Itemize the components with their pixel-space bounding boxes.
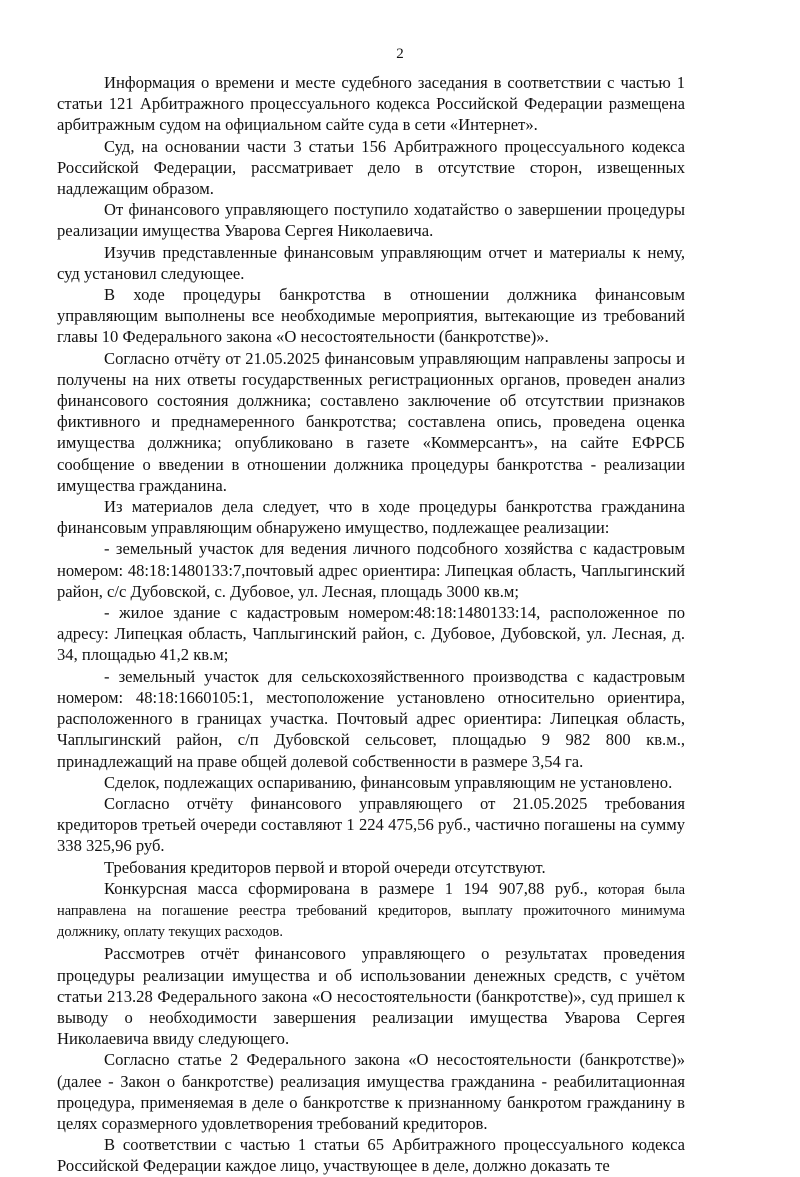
paragraph: Информация о времени и месте судебного заседания в соответствии с частью 1 статьи 121 Арбитражного процессуального кодекса Российской Федерации размещена арбитражным судом на официальном сайте суда в сети «Интернет».: [57, 73, 685, 135]
paragraph: Рассмотрев отчёт финансового управляющего о результатах проведения процедуры реализации имущества и об использовании денежных средств, с учётом статьи 213.28 Федерального закона «О несостоятельности (банкротстве)», суд пришел к выводу о необходимости завершения реализации имущества Уварова Сергея Николаевича ввиду следующего.: [57, 944, 685, 1049]
list-item: - земельный участок для сельскохозяйственного производства с кадастровым номером: 48:18:1660105:1, местоположение установлено относительно ориентира, расположенного в границах участка. Почтовый адрес ориентира: Липецкая область, Чаплыгинский район, с/п Дубовской сельсовет, площадью 9 982 800 кв.м., принадлежащий на праве общей долевой собственности в размере 3,54 га.: [57, 666, 685, 771]
paragraph: Из материалов дела следует, что в ходе процедуры банкротства гражданина финансовым управляющим обнаружено имущество, подлежащее реализации:: [57, 497, 685, 538]
list-item: - земельный участок для ведения личного подсобного хозяйства с кадастровым номером: 48:18:1480133:7,почтовый адрес ориентира: Липецкая область, Чаплыгинский район, с/с Дубовской, с. Дубовое, ул. Лесная, площадь 3000 кв.м;: [57, 539, 685, 601]
paragraph: В соответствии с частью 1 статьи 65 Арбитражного процессуального кодекса Российской Федерации каждое лицо, участвующее в деле, должно доказать те: [57, 1135, 685, 1176]
estate-paragraph-lead: Конкурсная масса сформирована в размере 1 194 907,88 руб.,: [104, 878, 588, 898]
paragraph: В ходе процедуры банкротства в отношении должника финансовым управляющим выполнены все необходимые мероприятия, вытекающие из требований главы 10 Федерального закона «О несостоятельности (банкротстве)».: [57, 285, 685, 347]
estate-paragraph-rest: которая была направлена на погашение реестра требований кредиторов, выплату прожиточного минимума должнику, оплату текущих расходов.: [57, 881, 685, 941]
estate-paragraph: [57, 878, 685, 944]
paragraph: Требования кредиторов первой и второй очереди отсутствуют.: [104, 857, 546, 877]
paragraph: Согласно статье 2 Федерального закона «О несостоятельности (банкротстве)» (далее - Закон о банкротстве) реализация имущества гражданина - реабилитационная процедура, применяемая в деле о банкротстве к признанному банкротом гражданину в целях соразмерного удовлетворения требований кредиторов.: [57, 1050, 685, 1133]
paragraph: Сделок, подлежащих оспариванию, финансовым управляющим не установлено.: [104, 772, 673, 792]
list-item: - жилое здание с кадастровым номером:48:18:1480133:14, расположенное по адресу: Липецкая область, Чаплыгинский район, с. Дубовое, Дубовской, ул. Лесная, д. 34, площадью 41,2 кв.м;: [57, 603, 685, 665]
paragraph: Изучив представленные финансовым управляющим отчет и материалы к нему, суд установил следующее.: [57, 242, 685, 283]
paragraph: Согласно отчёту от 21.05.2025 финансовым управляющим направлены запросы и получены на них ответы государственных регистрационных органов, проведен анализ финансового состояния должника; составлено заключение об отсутствии признаков фиктивного и преднамеренного банкротства; составлена опись, проведена оценка имущества должника; опубликовано в газете «Коммерсантъ», на сайте ЕФРСБ сообщение о введении в отношении должника процедуры банкротства - реализации имущества гражданина.: [57, 348, 685, 495]
page-number: 2: [396, 46, 404, 62]
document-body: [57, 72, 685, 1177]
paragraph: Согласно отчёту финансового управляющего от 21.05.2025 требования кредиторов третьей очереди составляют 1 224 475,56 руб., частично погашены на сумму 338 325,96 руб.: [57, 793, 685, 856]
paragraph: От финансового управляющего поступило ходатайство о завершении процедуры реализации имущества Уварова Сергея Николаевича.: [57, 200, 685, 241]
paragraph: Суд, на основании части 3 статьи 156 Арбитражного процессуального кодекса Российской Федерации, рассматривает дело в отсутствие сторон, извещенных надлежащим образом.: [57, 136, 685, 199]
